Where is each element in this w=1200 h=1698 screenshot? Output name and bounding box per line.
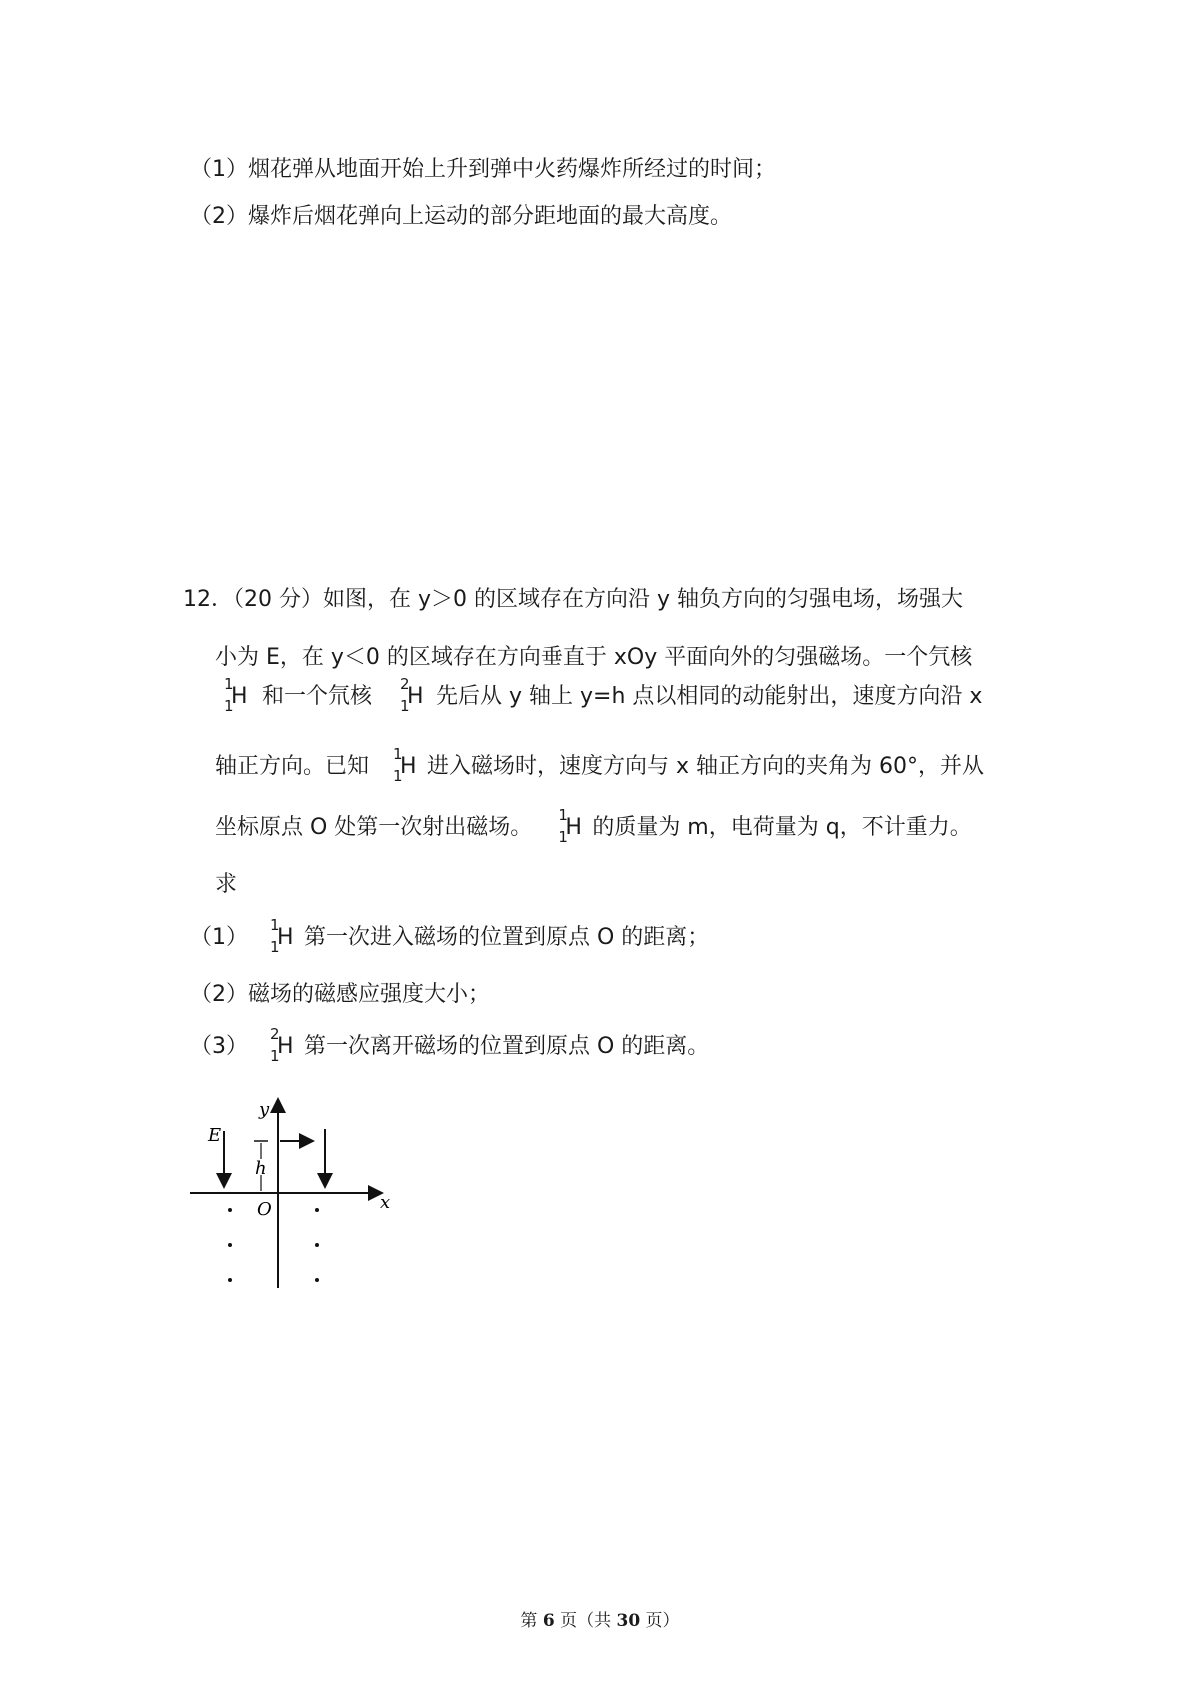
q12-stem-line-3 (215, 675, 983, 715)
q12-sub-question-1 (190, 916, 710, 956)
prev-question-part-1: （1）烟花弹从地面开始上升到弹中火药爆炸所经过的时间； (190, 157, 776, 182)
q12-sub3-text: 第一次离开磁场的位置到原点 O 的距离。 (304, 1034, 710, 1059)
y-axis-label: y (259, 1099, 270, 1120)
current-page-number: 6 (542, 1611, 555, 1631)
q12-stem-line-4 (215, 745, 985, 785)
q12-sub-question-2: （2）磁场的磁感应强度大小； (190, 982, 490, 1007)
prev-question-part-2: （2）爆炸后烟花弹向上运动的部分距地面的最大高度。 (190, 204, 732, 229)
q12-line5-text-b: 的质量为 m，电荷量为 q，不计重力。 (592, 815, 972, 840)
x-axis-label: x (380, 1192, 391, 1213)
total-pages-number: 30 (616, 1611, 641, 1631)
field-diagram (185, 1093, 395, 1293)
isotope-protium: 1 1 H (224, 675, 248, 715)
q12-stem-line-6: 求 (215, 872, 238, 897)
q12-sub1-text: 第一次进入磁场的位置到原点 O 的距离； (304, 925, 710, 950)
isotope-deuterium: 2 1 H (270, 1025, 294, 1065)
isotope-deuterium: 2 1 H (400, 675, 424, 715)
q12-stem-line-2: 小为 E，在 y＜0 的区域存在方向垂直于 xOy 平面向外的匀强磁场。一个氕核 (215, 645, 973, 670)
q12-stem-line-5 (215, 806, 972, 846)
page-footer: 第 6 页（共 30 页） (520, 1611, 680, 1631)
height-label-h: h (255, 1158, 267, 1179)
q12-line5-text-a: 坐标原点 O 处第一次射出磁场。 (215, 815, 533, 840)
isotope-protium: 1 1 H (558, 806, 582, 846)
magnetic-field-dots (185, 1208, 319, 1282)
q12-line3-text-b: 先后从 y 轴上 y=h 点以相同的动能射出，速度方向沿 x (436, 684, 983, 709)
q12-stem-line-1: 12．（20 分）如图，在 y＞0 的区域存在方向沿 y 轴负方向的匀强电场，场强大 (183, 587, 963, 612)
q12-line3-text-a: 和一个氘核 (262, 684, 373, 709)
q12-sub3-label: （3） (190, 1034, 248, 1059)
isotope-protium: 1 1 H (270, 916, 294, 956)
q12-line4-text-b: 进入磁场时，速度方向与 x 轴正方向的夹角为 60°，并从 (427, 754, 985, 779)
q12-line4-text-a: 轴正方向。已知 (215, 754, 370, 779)
origin-label: O (257, 1199, 272, 1220)
q12-sub1-label: （1） (190, 925, 248, 950)
isotope-protium: 1 1 H (393, 745, 417, 785)
field-label-e: E (208, 1125, 222, 1146)
q12-sub-question-3 (190, 1025, 710, 1065)
